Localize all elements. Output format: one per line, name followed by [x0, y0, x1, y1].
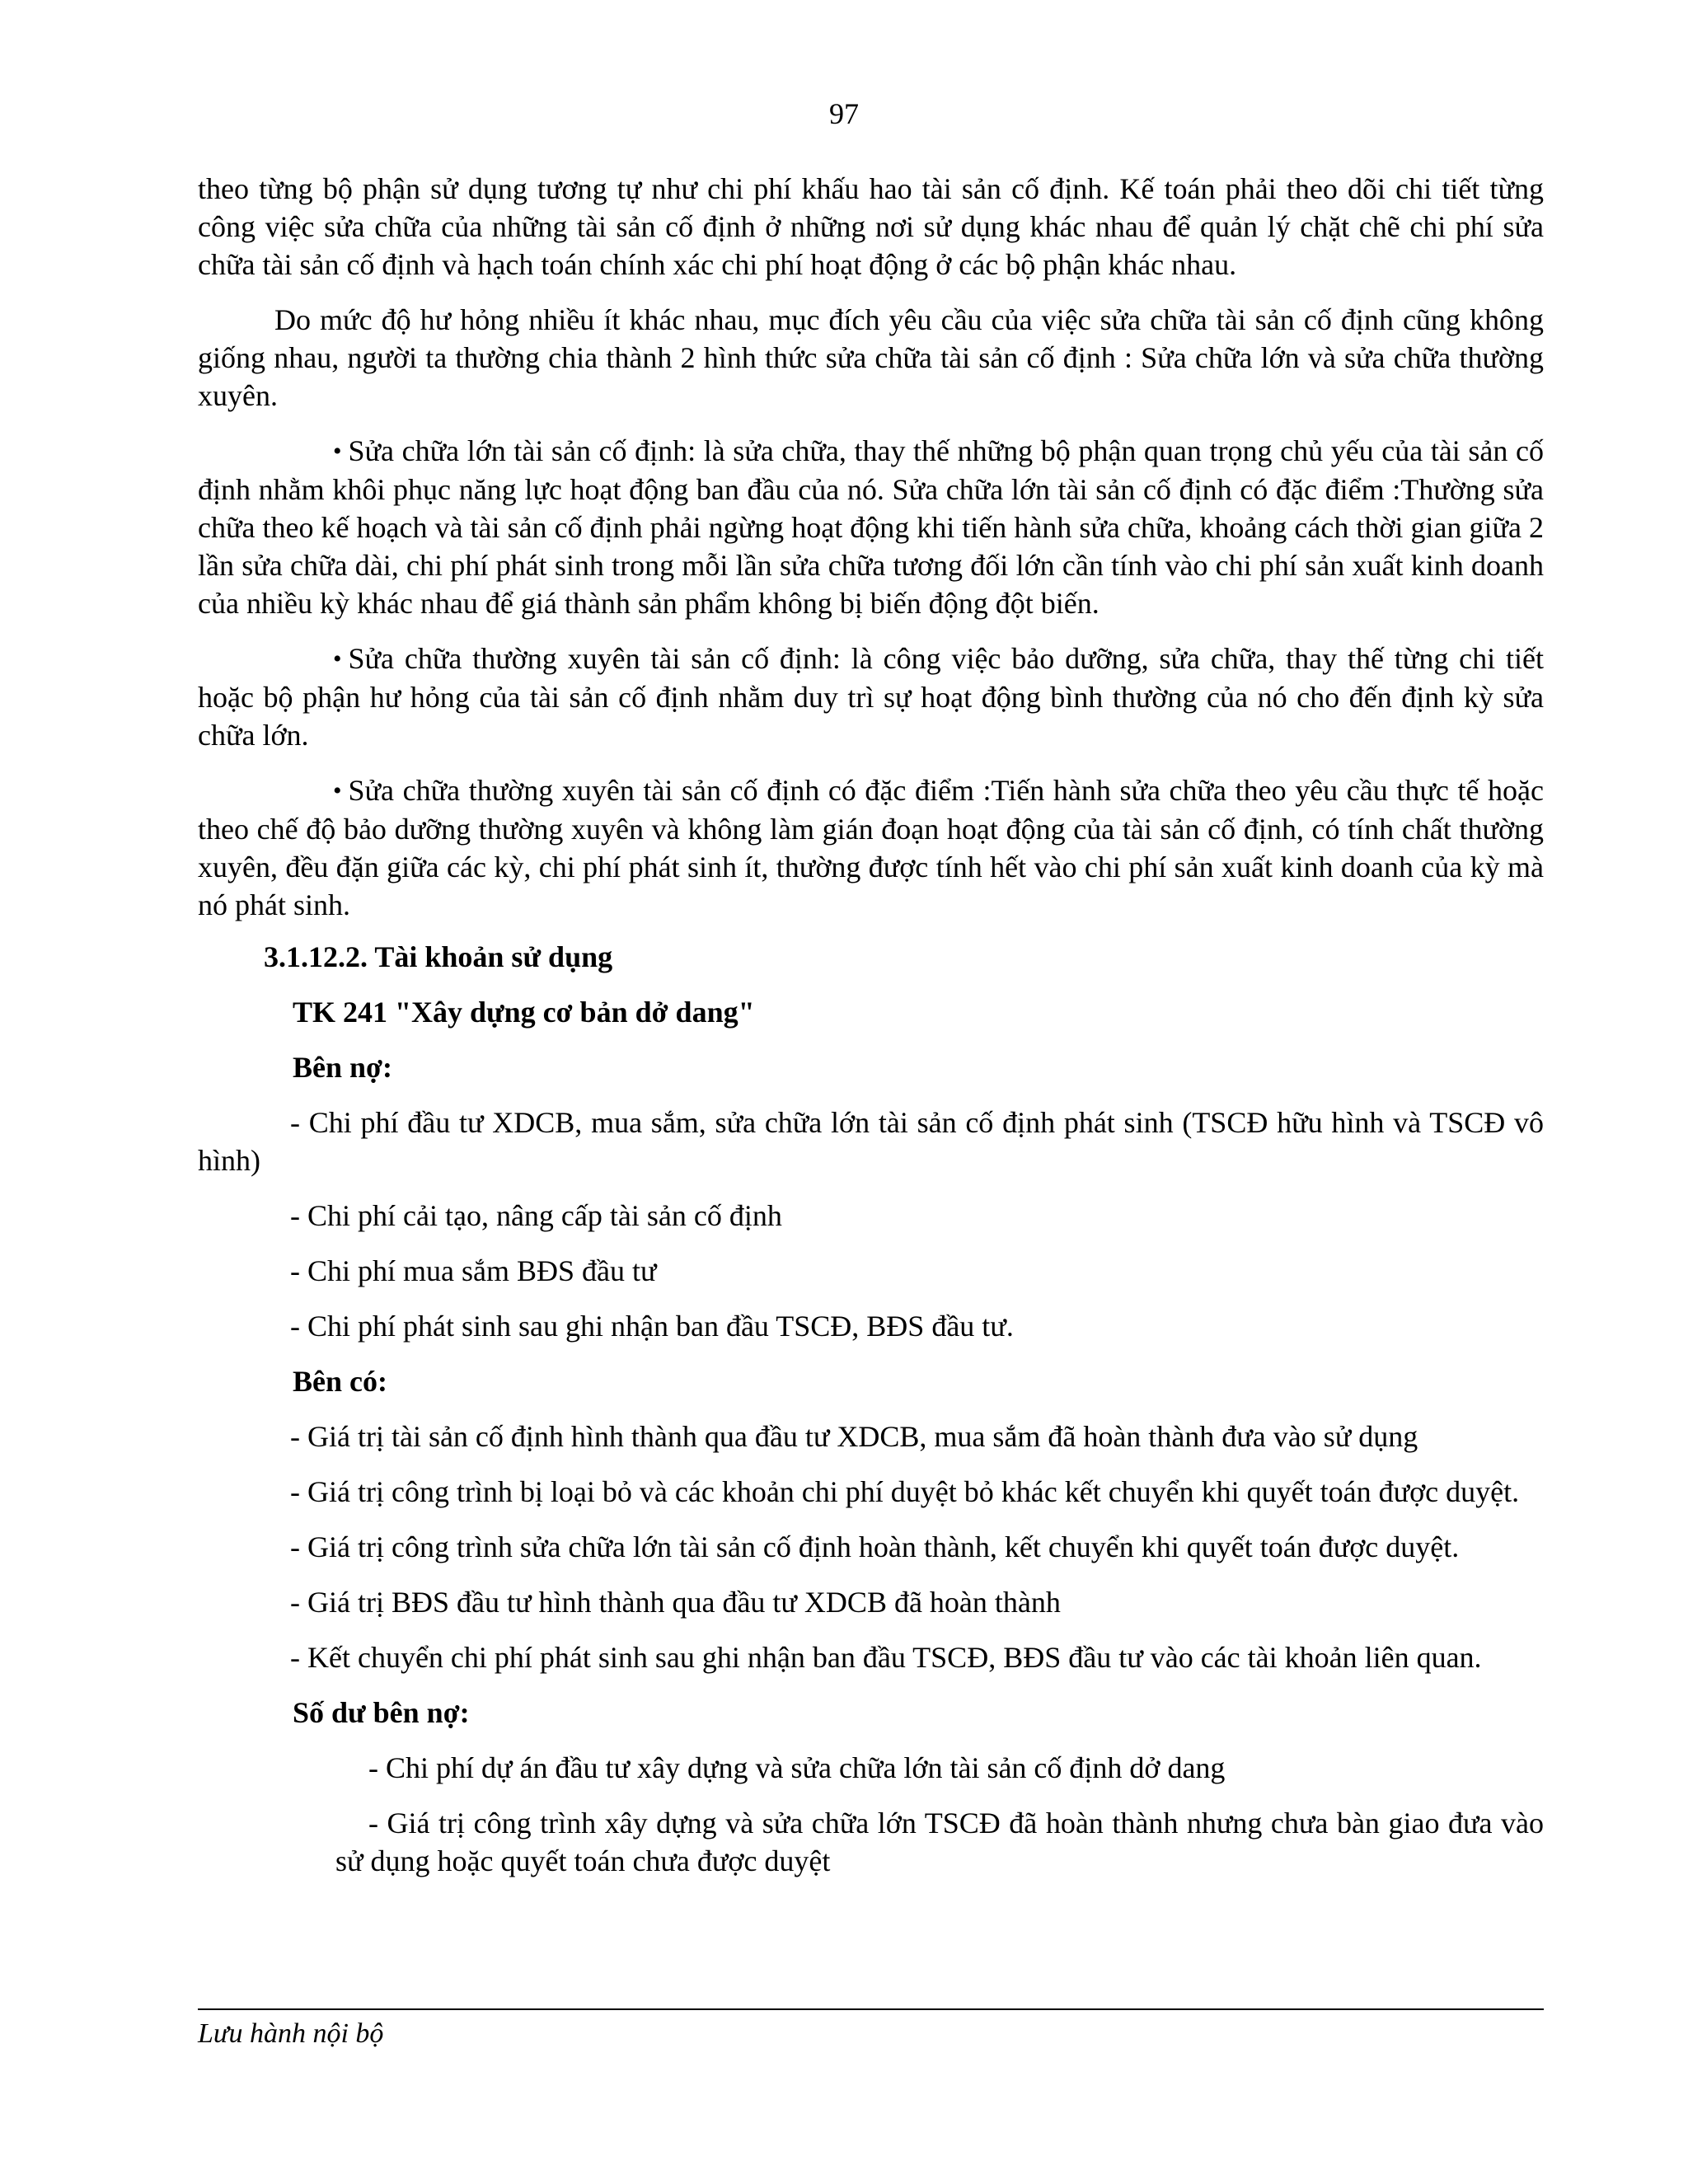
bullet-regular-repair-text: Sửa chữa thường xuyên tài sản cố định: là công việc bảo dưỡng, sửa chữa, thay thế từng chi tiết hoặc bộ phận hư hỏng của tài sản cố định nhằm duy trì sự hoạt động bình thường của nó cho đến định kỳ sửa chữa lớn. — [198, 642, 1544, 752]
paragraph-repair-types: Do mức độ hư hỏng nhiều ít khác nhau, mục đích yêu cầu của việc sửa chữa tài sản cố định cũng không giống nhau, người ta thường chia thành 2 hình thức sửa chữa tài sản cố định : Sửa chữa lớn và sửa chữa thường xuyên. — [198, 303, 1544, 412]
ben-no-item: - Chi phí phát sinh sau ghi nhận ban đầu TSCĐ, BĐS đầu tư. — [290, 1310, 1014, 1343]
bullet-regular-repair-features-text: Sửa chữa thường xuyên tài sản cố định có đặc điểm :Tiến hành sửa chữa theo yêu cầu thực tế hoặc theo chế độ bảo dưỡng thường xuyên và không làm gián đoạn hoạt động của tài sản cố định, có tính chất thường xuyên, đều đặn giữa các kỳ, chi phí phát sinh ít, thường được tính hết vào chi phí sản xuất kinh doanh của kỳ mà nó phát sinh. — [198, 774, 1544, 921]
paragraph-continuation: theo từng bộ phận sử dụng tương tự như chi phí khấu hao tài sản cố định. Kế toán phải theo dõi chi tiết từng công việc sửa chữa của những tài sản cố định ở những nơi sử dụng khác nhau để quản lý chặt chẽ chi phí sửa chữa tài sản cố định và hạch toán chính xác chi phí hoạt động ở các bộ phận khác nhau. — [198, 172, 1544, 281]
document-body — [198, 170, 1544, 1880]
bullet-icon: • — [333, 777, 342, 804]
footer-divider — [198, 2008, 1544, 2010]
bullet-regular-repair-features — [198, 771, 1544, 924]
bullet-regular-repair — [198, 640, 1544, 754]
ben-no-heading: Bên nợ: — [293, 1051, 392, 1084]
ben-co-item: - Giá trị công trình sửa chữa lớn tài sản cố định hoàn thành, kết chuyển khi quyết toán được duyệt. — [290, 1530, 1460, 1563]
footer-note: Lưu hành nội bộ — [198, 2018, 384, 2049]
ben-no-item: - Chi phí đầu tư XDCB, mua sắm, sửa chữa lớn tài sản cố định phát sinh (TSCĐ hữu hình và TSCĐ vô hình) — [198, 1106, 1544, 1177]
page-number: 97 — [829, 97, 859, 130]
ben-co-item: - Giá trị công trình bị loại bỏ và các khoản chi phí duyệt bỏ khác kết chuyển khi quyết toán được duyệt. — [290, 1475, 1520, 1508]
ben-no-item: - Chi phí mua sắm BĐS đầu tư — [290, 1254, 657, 1287]
ben-co-item: - Kết chuyển chi phí phát sinh sau ghi nhận ban đầu TSCĐ, BĐS đầu tư vào các tài khoản liên quan. — [290, 1641, 1482, 1674]
bullet-major-repair-text: Sửa chữa lớn tài sản cố định: là sửa chữa, thay thế những bộ phận quan trọng chủ yếu của tài sản cố định nhằm khôi phục năng lực hoạt động ban đầu của nó. Sửa chữa lớn tài sản cố định có đặc điểm :Thường sửa chữa theo kế hoạch và tài sản cố định phải ngừng hoạt động khi tiến hành sửa chữa, khoảng cách thời gian giữa 2 lần sửa chữa dài, chi phí phát sinh trong mỗi lần sửa chữa tương đối lớn cần tính vào chi phí sản xuất kinh doanh của nhiều kỳ khác nhau để giá thành sản phẩm không bị biến động đột biến. — [198, 434, 1544, 620]
account-heading: TK 241 "Xây dựng cơ bản dở dang" — [293, 996, 755, 1029]
ben-no-item: - Chi phí cải tạo, nâng cấp tài sản cố định — [290, 1199, 782, 1232]
section-heading: 3.1.12.2. Tài khoản sử dụng — [264, 940, 613, 973]
ben-co-heading: Bên có: — [293, 1365, 387, 1398]
so-du-item: - Giá trị công trình xây dựng và sửa chữa lớn TSCĐ đã hoàn thành nhưng chưa bàn giao đưa vào sử dụng hoặc quyết toán chưa được duyệt — [335, 1807, 1544, 1877]
so-du-heading: Số dư bên nợ: — [293, 1696, 470, 1729]
ben-co-item: - Giá trị BĐS đầu tư hình thành qua đầu tư XDCB đã hoàn thành — [290, 1586, 1061, 1619]
ben-co-item: - Giá trị tài sản cố định hình thành qua đầu tư XDCB, mua sắm đã hoàn thành đưa vào sử dụng — [290, 1420, 1418, 1453]
bullet-major-repair — [198, 432, 1544, 622]
so-du-item: - Chi phí dự án đầu tư xây dựng và sửa chữa lớn tài sản cố định dở dang — [368, 1751, 1226, 1784]
bullet-icon: • — [333, 645, 342, 673]
bullet-icon: • — [333, 438, 342, 465]
